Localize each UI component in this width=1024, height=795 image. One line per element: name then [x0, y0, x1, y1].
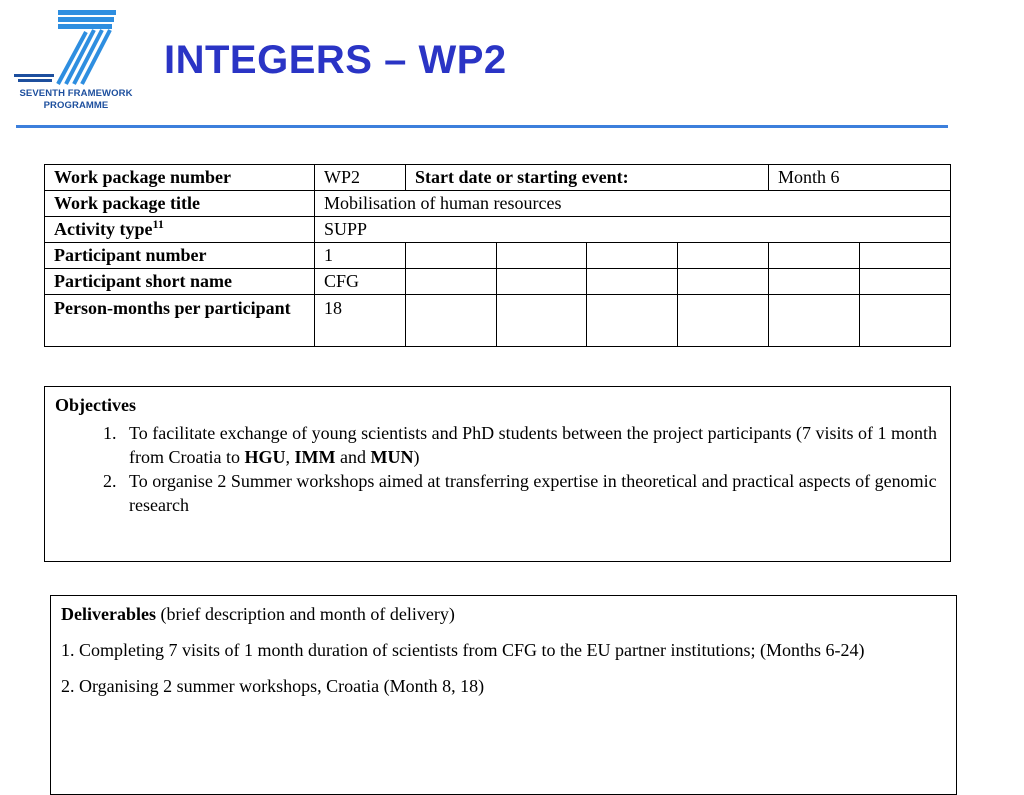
empty-cell	[587, 269, 678, 295]
deliverables-heading: Deliverables	[61, 604, 156, 624]
objective-text: To facilitate exchange of young scientists and PhD students between the project participants (7 visits of 1 month from Croatia to	[129, 423, 938, 467]
table-row	[45, 217, 951, 243]
separator: ,	[285, 447, 295, 467]
empty-cell	[860, 243, 951, 269]
table-row	[45, 295, 951, 347]
person-months-label: Person-months per participant	[45, 295, 315, 347]
empty-cell	[769, 295, 860, 347]
wp-number-value: WP2	[315, 165, 406, 191]
deliverable-item: 1. Completing 7 visits of 1 month duration of scientists from CFG to the EU partner institutions; (Months 6-24)	[61, 640, 865, 660]
wp-number-label: Work package number	[45, 165, 315, 191]
logo-text-line2: PROGRAMME	[43, 100, 109, 111]
deliverables-header	[61, 602, 948, 626]
fp7-seven-mark-icon	[12, 8, 140, 88]
empty-cell	[497, 295, 587, 347]
activity-type-label	[45, 217, 315, 243]
separator: and	[335, 447, 371, 467]
logo-text-line1: SEVENTH FRAMEWORK	[19, 88, 133, 99]
empty-cell	[497, 269, 587, 295]
participant-short-name-value: CFG	[315, 269, 406, 295]
participant-number-value: 1	[315, 243, 406, 269]
person-months-value: 18	[315, 295, 406, 347]
slide-title: INTEGERS – WP2	[164, 38, 507, 82]
table-row	[45, 165, 951, 191]
empty-cell	[769, 269, 860, 295]
list-item	[121, 421, 940, 469]
start-date-value: Month 6	[769, 165, 951, 191]
footnote-marker: 11	[152, 217, 164, 231]
empty-cell	[406, 243, 497, 269]
empty-cell	[769, 243, 860, 269]
activity-type-value: SUPP	[315, 217, 951, 243]
empty-cell	[406, 269, 497, 295]
deliverable-item: 2. Organising 2 summer workshops, Croatia (Month 8, 18)	[61, 676, 485, 696]
deliverables-box	[50, 595, 957, 795]
empty-cell	[497, 243, 587, 269]
wp-title-value: Mobilisation of human resources	[315, 191, 951, 217]
empty-cell	[678, 243, 769, 269]
empty-cell	[678, 295, 769, 347]
partner-hgu: HGU	[244, 447, 286, 467]
wp-title-label: Work package title	[45, 191, 315, 217]
empty-cell	[860, 269, 951, 295]
list-item: 2. To organise 2 Summer workshops aimed at transferring expertise in theoretical and practical aspects of genomic research	[121, 469, 940, 517]
participant-number-label: Participant number	[45, 243, 315, 269]
title-divider	[16, 125, 948, 128]
partner-mun: MUN	[370, 447, 414, 467]
participant-short-name-label: Participant short name	[45, 269, 315, 295]
empty-cell	[860, 295, 951, 347]
empty-cell	[587, 295, 678, 347]
objectives-box	[44, 386, 951, 562]
objectives-heading: Objectives	[55, 395, 136, 415]
deliverables-heading-note: (brief description and month of delivery)	[155, 604, 455, 624]
fp7-logo	[12, 8, 140, 116]
objectives-list	[55, 421, 940, 517]
table-row	[45, 269, 951, 295]
empty-cell	[678, 269, 769, 295]
work-package-table	[44, 164, 951, 347]
closing-paren: )	[413, 447, 420, 467]
table-row	[45, 191, 951, 217]
empty-cell	[406, 295, 497, 347]
start-date-label: Start date or starting event:	[406, 165, 769, 191]
table-row	[45, 243, 951, 269]
activity-type-label-text: Activity type	[54, 219, 153, 239]
partner-imm: IMM	[294, 447, 336, 467]
empty-cell	[587, 243, 678, 269]
